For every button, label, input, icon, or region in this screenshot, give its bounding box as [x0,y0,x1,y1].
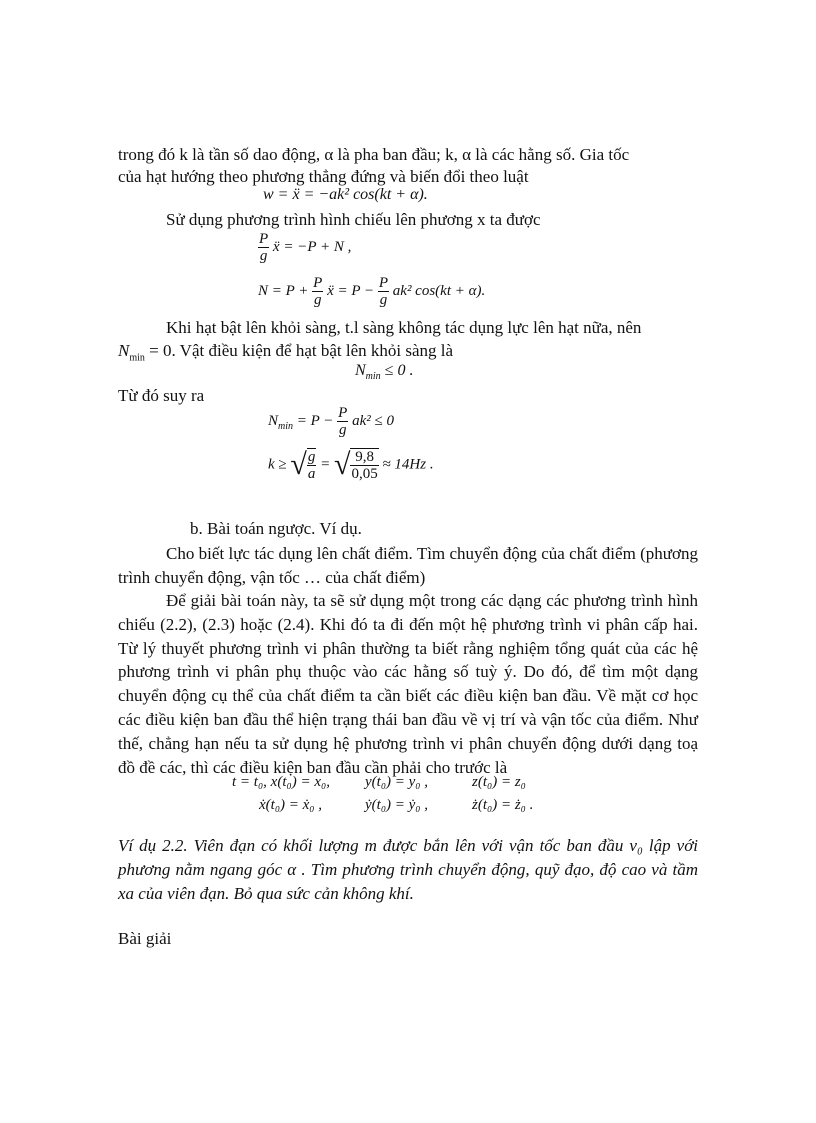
fraction-numerator: P [313,275,323,291]
symbol-n: N [118,341,130,360]
symbol-n: N [355,362,366,379]
equation-acceleration: w = ẍ = −ak² cos(kt + α). [263,186,428,203]
fraction-denominator: 0,05 [351,466,378,482]
fraction [350,449,378,482]
fraction-denominator: g [313,292,322,308]
initial-condition: ż(t₀) = ż₀ . [472,797,534,813]
fraction-denominator: a [307,466,316,482]
example-statement: Ví dụ 2.2. Viên đạn có khối lượng m được bắn lên với vận tốc ban đầu v₀ lập với phương nằm ngang góc α . Tìm phương trình chuyển động, quỹ đạo, độ cao và tầm xa của viên đạn. Bỏ qua sức cản không khí. [118,836,698,903]
fraction-numerator: P [259,231,269,247]
equation-text: ≈ 14Hz . [382,456,434,473]
subscript: min [365,371,381,383]
initial-condition: z(t₀) = z₀ [472,774,526,790]
paragraph-line: của hạt hướng theo phương thẳng đứng và biến đổi theo luật [118,167,529,186]
symbol-n: N [268,412,279,429]
fraction-denominator: g [259,248,268,264]
section-heading: b. Bài toán ngược. Ví dụ. [190,519,362,538]
initial-condition: ẏ(t₀) = ẏ₀ , [365,797,429,813]
equation-text: ≤ 0 . [384,362,414,379]
subscript: min [129,352,145,364]
fraction-denominator: g [379,292,388,308]
solution-heading: Bài giải [118,929,172,948]
initial-condition: t = t₀, x(t₀) = x₀, [232,774,330,790]
fraction-numerator: g [307,449,316,465]
paragraph-line: Sử dụng phương trình hình chiếu lên phương x ta được [166,210,541,229]
fraction [312,275,323,308]
text: = 0. Vật điều kiện để hạt bật lên khỏi sàng là [144,341,454,360]
equation-projection [258,231,351,264]
fraction-numerator: P [338,405,348,421]
initial-condition: ẋ(t₀) = ẋ₀ , [259,797,323,813]
subscript: min [278,420,294,432]
fraction [337,405,348,438]
paragraph-line: Khi hạt bật lên khỏi sàng, t.l sàng không tác dụng lực lên hạt nữa, nên [166,318,642,337]
sqrt-symbol: √ $\frac{9,8}{0,05}$ [333,448,378,482]
equation-text: ẍ = P − [327,282,375,299]
equation-condition [355,362,413,382]
sqrt-symbol: √ $\frac{g}{a}$ [290,448,316,482]
paragraph: Để giải bài toán này, ta sẽ sử dụng một trong các dạng các phương trình hình chiếu (2.2), (2.3) hoặc (2.4). Khi đó ta đi đến một hệ phương trình vi phân cấp hai. Từ lý thuyết phương trình vi phân thường ta biết rằng nghiệm tổng quát của các hệ phương trình vi phân phụ thuộc vào các hằng số tuỳ ý. Do đó, để tìm một dạng chuyển động cụ thể của chất điểm ta cần biết các điều kiện ban đầu. Về mặt cơ học các điều kiện ban đầu thể hiện trạng thái ban đầu về vị trí và vận tốc của điểm. Như thế, chẳng hạn nếu ta sử dụng hệ phương trình vi phân chuyển động dưới dạng toạ đồ đề các, thì các điều kiện ban đầu cần phải cho trước là [118,591,698,777]
paragraph-line: trong đó k là tần số dao động, α là pha ban đầu; k, α là các hằng số. Gia tốc [118,145,630,164]
paragraph-line: Từ đó suy ra [118,386,205,405]
equation-text: ak² cos(kt + α). [392,282,486,299]
fraction-numerator: P [378,275,389,291]
equation-text: k ≥ [268,456,287,473]
equation-text: N = P + [258,282,309,299]
equation-text: ak² ≤ 0 [352,412,394,429]
equation-normal-force [258,275,485,308]
fraction-denominator: g [338,422,347,438]
fraction-numerator: 9,8 [355,449,374,465]
equation-frequency: k ≥ √ $\frac{g}{a}$ = √ $\frac{9,8}{0,05}$ ≈ 14Hz . [268,448,434,482]
equation-text: ẍ = −P + N , [272,238,352,255]
equation-nmin [268,405,394,438]
initial-condition: y(t₀) = y₀ , [365,774,429,790]
paragraph: Cho biết lực tác dụng lên chất điểm. Tìm chuyển động của chất điểm (phương trình chuyển động, vận tốc … của chất điểm) [118,544,698,587]
equation-text: = P − [296,412,334,429]
fraction [307,449,317,482]
fraction [378,275,389,308]
fraction [258,231,269,264]
